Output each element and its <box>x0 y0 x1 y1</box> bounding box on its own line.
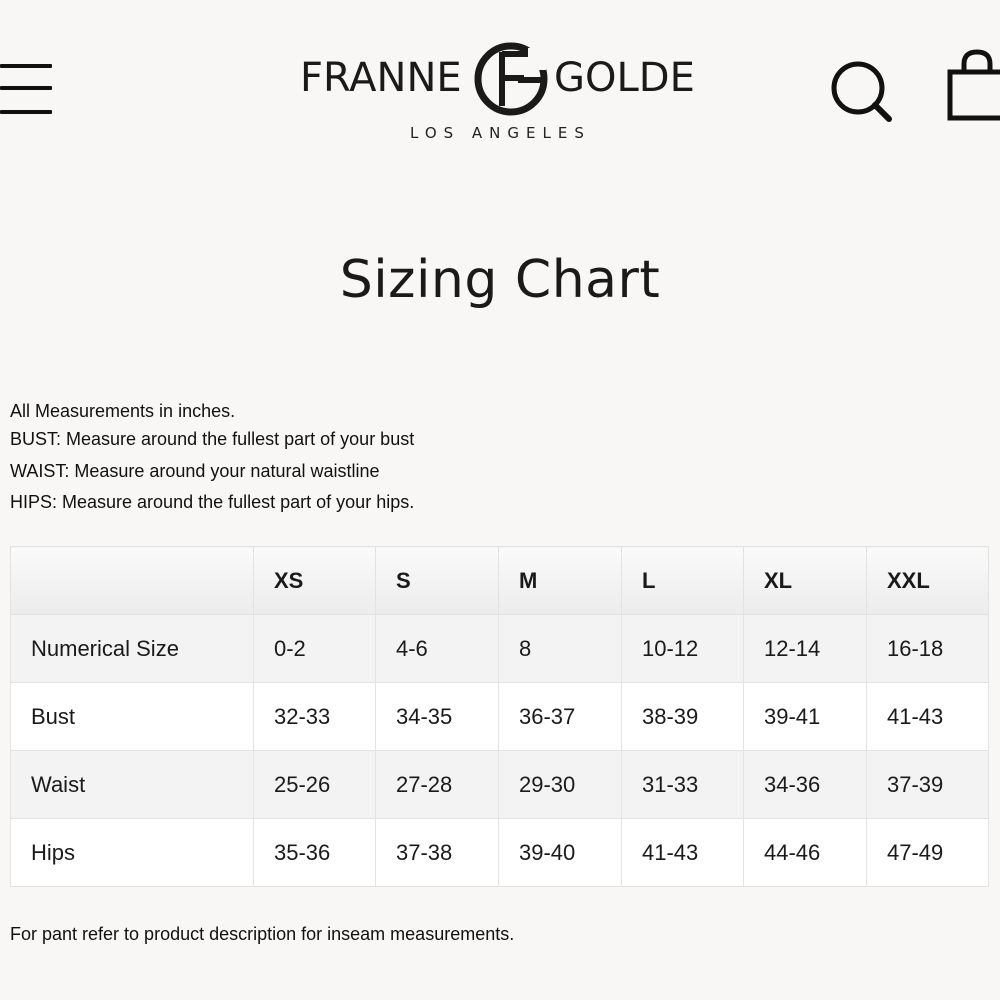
table-header-s: S <box>376 547 499 615</box>
sizing-table <box>10 546 989 887</box>
hamburger-menu-icon[interactable] <box>0 64 54 118</box>
row-label: Numerical Size <box>11 615 254 683</box>
table-header-row <box>11 547 989 615</box>
table-header-l: L <box>622 547 744 615</box>
fg-monogram-icon <box>472 40 550 118</box>
table-cell: 0-2 <box>254 615 376 683</box>
table-header-m: M <box>499 547 622 615</box>
table-cell: 8 <box>499 615 622 683</box>
table-cell: 34-35 <box>376 683 499 751</box>
note-bust: BUST: Measure around the fullest part of your bust <box>10 429 415 449</box>
table-header-xs: XS <box>254 547 376 615</box>
table-cell: 34-36 <box>744 751 867 819</box>
table-cell: 37-38 <box>376 819 499 887</box>
note-hips: HIPS: Measure around the fullest part of your hips. <box>10 492 415 512</box>
table-cell: 41-43 <box>867 683 989 751</box>
table-cell: 10-12 <box>622 615 744 683</box>
table-cell: 31-33 <box>622 751 744 819</box>
table-cell: 41-43 <box>622 819 744 887</box>
row-label: Bust <box>11 683 254 751</box>
note-units: All Measurements in inches. <box>10 401 236 421</box>
table-row <box>11 683 989 751</box>
table-cell: 36-37 <box>499 683 622 751</box>
brand-subtitle: LOS ANGELES <box>410 124 591 142</box>
page-title: Sizing Chart <box>339 250 661 310</box>
table-cell: 37-39 <box>867 751 989 819</box>
brand-name-left: FRANNE <box>300 55 462 101</box>
table-cell: 29-30 <box>499 751 622 819</box>
table-header-xxl: XXL <box>867 547 989 615</box>
search-icon[interactable] <box>826 58 894 126</box>
row-label: Waist <box>11 751 254 819</box>
table-row <box>11 751 989 819</box>
note-waist: WAIST: Measure around your natural waistline <box>10 461 380 481</box>
table-header-xl: XL <box>744 547 867 615</box>
table-cell: 39-41 <box>744 683 867 751</box>
shopping-bag-icon[interactable] <box>944 48 1000 124</box>
table-cell: 32-33 <box>254 683 376 751</box>
inseam-note: For pant refer to product description for inseam measurements. <box>10 924 515 944</box>
table-cell: 35-36 <box>254 819 376 887</box>
table-cell: 4-6 <box>376 615 499 683</box>
table-cell: 44-46 <box>744 819 867 887</box>
table-cell: 39-40 <box>499 819 622 887</box>
table-cell: 25-26 <box>254 751 376 819</box>
table-cell: 47-49 <box>867 819 989 887</box>
brand-name-right: GOLDE <box>554 55 695 101</box>
brand-logo[interactable] <box>300 40 700 150</box>
table-header-cell <box>11 547 254 615</box>
table-cell: 12-14 <box>744 615 867 683</box>
row-label: Hips <box>11 819 254 887</box>
table-cell: 38-39 <box>622 683 744 751</box>
table-row <box>11 615 989 683</box>
table-cell: 16-18 <box>867 615 989 683</box>
table-row <box>11 819 989 887</box>
table-cell: 27-28 <box>376 751 499 819</box>
